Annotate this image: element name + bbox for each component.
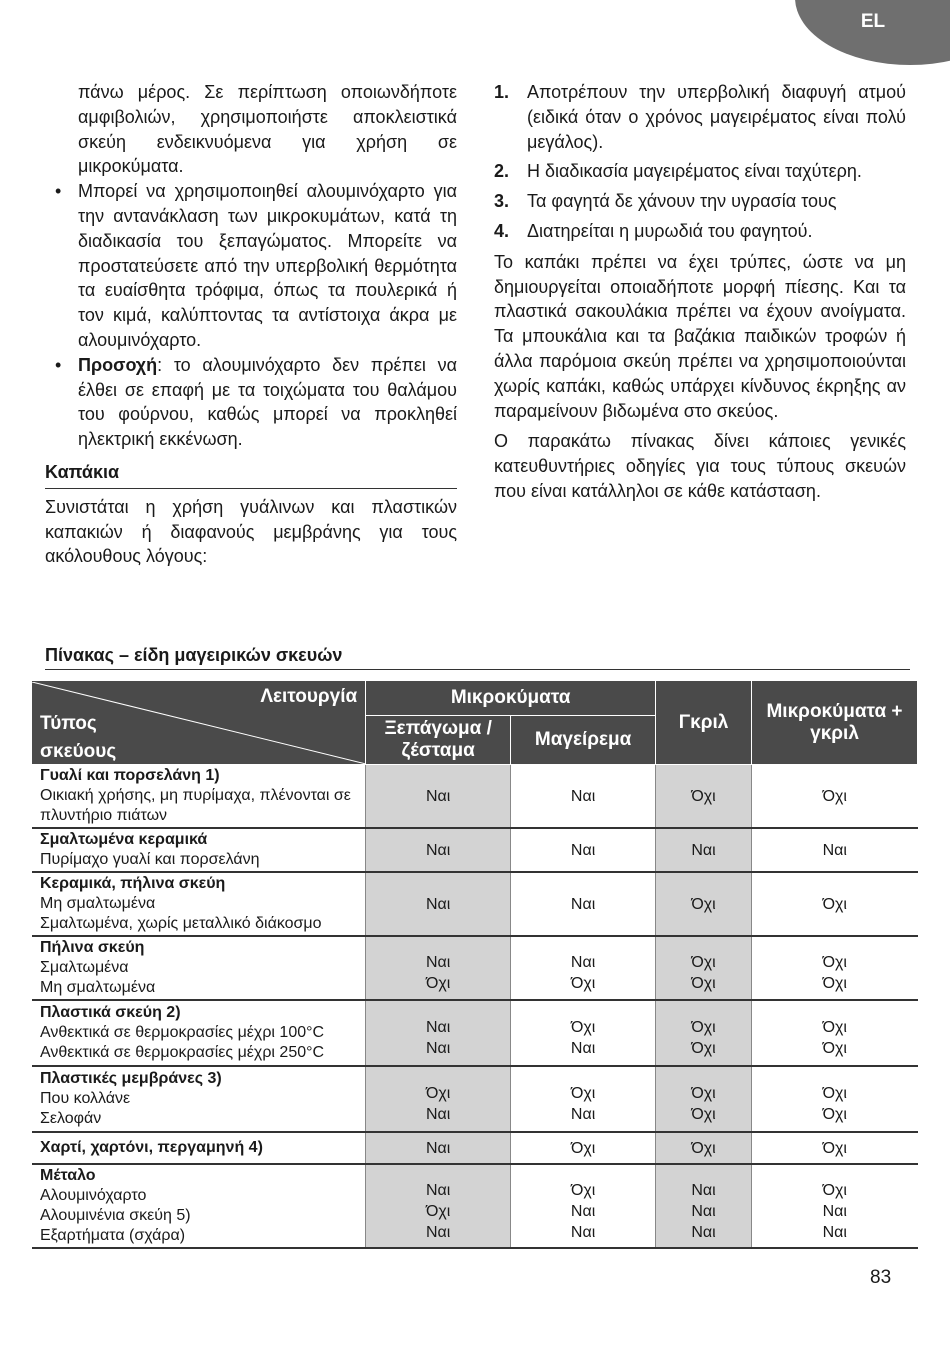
cooking-value: Ναι	[570, 1202, 596, 1220]
defrost-value: Ναι	[425, 1040, 451, 1057]
defrost-value: Όχι	[426, 975, 451, 992]
cooking-cell	[511, 1000, 656, 1066]
cooking-value: Ναι	[570, 954, 596, 971]
combo-cell	[752, 1066, 918, 1132]
grill-cell	[656, 1000, 752, 1066]
cookware-type-item: Εξαρτήματα (σχάρα)	[40, 1227, 186, 1244]
cooking-cell	[511, 936, 656, 1000]
defrost-value: Ναι	[425, 1139, 451, 1157]
defrost-cell	[366, 1164, 511, 1248]
combo-cell	[752, 1000, 918, 1066]
left-column	[45, 80, 457, 569]
combo-value: Όχι	[822, 1139, 847, 1157]
combo-value: Όχι	[822, 787, 847, 805]
combo-value: Ναι	[822, 841, 847, 859]
table-row	[32, 828, 918, 872]
defrost-cell	[366, 1066, 511, 1132]
defrost-value: Ναι	[425, 954, 451, 971]
combo-value: Ναι	[822, 1223, 847, 1241]
reason-item: 4. Διατηρείται η μυρωδιά του φαγητού.	[494, 220, 813, 241]
cooking-value: Όχι	[570, 1019, 596, 1036]
cookware-type-item: Που κολλάνε	[40, 1090, 131, 1107]
table-body	[32, 765, 918, 1249]
cooking-cell	[511, 1132, 656, 1164]
table-row	[32, 1164, 918, 1248]
defrost-value: Ναι	[425, 841, 451, 859]
cookware-type-cell	[32, 765, 366, 829]
combo-cell	[752, 1164, 918, 1248]
cookware-type-title: Κεραμικά, πήλινα σκεύη	[40, 875, 226, 892]
grill-value: Όχι	[691, 895, 716, 913]
combo-value: Όχι	[822, 1106, 847, 1123]
combo-value: Όχι	[822, 954, 847, 971]
foil-bullets	[45, 179, 457, 452]
table-intro-paragraph: Ο παρακάτω πίνακας δίνει κάποιες γενικές κατευθυντήριες οδηγίες για τους τύπους σκευών που είναι κατάλληλοι σε κάθε κατάσταση.	[494, 431, 906, 501]
cooking-value: Ναι	[570, 895, 596, 913]
grill-value: Ναι	[691, 1181, 716, 1199]
reason-item: 3. Τα φαγητά δε χάνουν την υγρασία τους	[494, 191, 837, 212]
combo-value: Όχι	[822, 1040, 847, 1057]
grill-cell	[656, 1132, 752, 1164]
defrost-cell	[366, 872, 511, 936]
grill-cell	[656, 936, 752, 1000]
cookware-type-item: Μη σμαλτωμένα	[40, 979, 156, 996]
cooking-cell	[511, 765, 656, 829]
cooking-value: Όχι	[570, 1085, 596, 1102]
reason-item: 2. Η διαδικασία μαγειρέματος είναι ταχύτερη.	[494, 161, 862, 182]
cookware-type-cell	[32, 1066, 366, 1132]
cooking-value: Όχι	[570, 1181, 596, 1199]
table-row	[32, 1000, 918, 1066]
cookware-type-title: Μέταλο	[40, 1167, 96, 1184]
cooking-value: Όχι	[570, 975, 596, 992]
cookware-type-item: Σελοφάν	[40, 1110, 102, 1127]
cookware-type-cell	[32, 872, 366, 936]
language-label: EL	[860, 11, 886, 32]
lid-reasons-list	[494, 80, 906, 244]
cookware-table	[32, 680, 918, 1249]
cooking-value: Ναι	[570, 1106, 596, 1123]
header-cooking: Μαγείρεμα	[511, 716, 656, 765]
grill-value: Όχι	[691, 1040, 716, 1057]
table-row	[32, 1066, 918, 1132]
corner-type-label: Τύπος σκεύους	[40, 712, 117, 762]
caution-label: Προσοχή	[78, 354, 158, 375]
combo-value: Όχι	[822, 975, 847, 992]
combo-cell	[752, 765, 918, 829]
combo-value: Όχι	[822, 1085, 847, 1102]
grill-cell	[656, 872, 752, 936]
header-defrost: Ξεπάγωμα / ζέσταμα	[366, 716, 511, 765]
cookware-type-item: Αλουμινένια σκεύη 5)	[40, 1207, 191, 1224]
grill-value: Όχι	[691, 1085, 716, 1102]
bullet-dot-icon: •	[55, 181, 62, 202]
grill-value: Όχι	[691, 1139, 716, 1157]
defrost-cell	[366, 936, 511, 1000]
cookware-type-cell	[32, 1164, 366, 1248]
combo-value: Ναι	[822, 1202, 847, 1220]
cookware-type-title: Χαρτί, χαρτόνι, περγαμηνή 4)	[40, 1139, 263, 1156]
grill-value: Όχι	[691, 1106, 716, 1123]
cooking-value: Ναι	[570, 787, 596, 805]
defrost-value: Ναι	[425, 895, 451, 913]
defrost-value: Ναι	[425, 1181, 451, 1199]
cookware-type-title: Πήλινα σκεύη	[40, 939, 145, 956]
defrost-value: Όχι	[426, 1085, 451, 1102]
defrost-value: Όχι	[426, 1202, 451, 1220]
combo-cell	[752, 828, 918, 872]
bullet-caution: • Προσοχή: το αλουμινόχαρτο δεν πρέπει να έλθει σε επαφή με τα τοιχώματα του θαλάμου του φούρνου, καθώς μπορεί να προκληθεί ηλεκτρική εκκένωση.	[55, 354, 457, 450]
defrost-cell	[366, 1132, 511, 1164]
lids-paragraph: Συνιστάται η χρήση γυάλινων και πλαστικών καπακιών ή διαφανούς μεμβράνης για τους ακόλουθους λόγους:	[45, 496, 457, 567]
corner-header	[32, 681, 366, 765]
combo-cell	[752, 872, 918, 936]
cookware-type-title: Γυαλί και πορσελάνη 1)	[40, 767, 220, 784]
cookware-type-item: Σμαλτωμένα, χωρίς μεταλλικό διάκοσμο	[40, 915, 322, 932]
right-column	[494, 80, 906, 504]
cookware-type-cell	[32, 828, 366, 872]
bullet-dot-icon: •	[55, 354, 62, 375]
intro-paragraph: πάνω μέρος. Σε περίπτωση οποιωνδήποτε αμφιβολιών, χρησιμοποιήστε αποκλειστικά σκεύη ενδεικνυόμενα για χρήση σε μικροκύματα.	[78, 82, 457, 177]
table-row	[32, 1132, 918, 1164]
cookware-type-item: Αλουμινόχαρτο	[40, 1187, 147, 1204]
cooking-cell	[511, 872, 656, 936]
grill-value: Ναι	[691, 1223, 716, 1241]
cooking-value: Ναι	[570, 1223, 596, 1241]
cookware-type-title: Πλαστικά σκεύη 2)	[40, 1004, 181, 1021]
grill-value: Όχι	[691, 954, 716, 971]
grill-cell	[656, 828, 752, 872]
table-row	[32, 872, 918, 936]
cookware-type-item: Πυρίμαχο γυαλί και πορσελάνη	[40, 851, 260, 868]
combo-value: Όχι	[822, 1181, 847, 1199]
grill-value: Όχι	[691, 1019, 716, 1036]
grill-cell	[656, 1066, 752, 1132]
cookware-type-cell	[32, 936, 366, 1000]
cooking-cell	[511, 828, 656, 872]
defrost-value: Ναι	[425, 1019, 451, 1036]
reason-item: 1. Αποτρέπουν την υπερβολική διαφυγή ατμού (ειδικά όταν ο χρόνος μαγειρέματος είναι πολύ μεγάλος).	[494, 82, 906, 152]
header-grill: Γκριλ	[656, 681, 752, 765]
cookware-type-title: Σμαλτωμένα κεραμικά	[40, 831, 208, 848]
cookware-type-cell	[32, 1000, 366, 1066]
cookware-type-title: Πλαστικές μεμβράνες 3)	[40, 1070, 222, 1087]
combo-value: Όχι	[822, 1019, 847, 1036]
header-microwave: Μικροκύματα	[366, 681, 656, 716]
combo-cell	[752, 936, 918, 1000]
cookware-type-item: Οικιακή χρήσης, μη πυρίμαχα, πλένονται σε πλυντήριο πιάτων	[40, 787, 351, 824]
lid-holes-paragraph: Το καπάκι πρέπει να έχει τρύπες, ώστε να μη δημιουργείται οποιαδήποτε μορφή πίεσης. Και τα πλαστικά σακουλάκια πρέπει να έχουν ανοίγματα. Τα μπουκάλια και τα βαζάκια παιδικών τροφών ή άλλα παρόμοια σκεύη πρέπει να χρησιμοποιούνται χωρίς καπάκι, καθώς υπάρχει κίνδυνος έκρηξης αν παραμείνουν βιδωμένα στο σκεύος.	[494, 251, 906, 421]
combo-cell	[752, 1132, 918, 1164]
corner-function-label: Λειτουργία	[260, 685, 358, 707]
cooking-value: Όχι	[570, 1139, 596, 1157]
grill-value: Όχι	[691, 787, 716, 805]
table-row	[32, 936, 918, 1000]
cooking-cell	[511, 1066, 656, 1132]
cookware-type-cell	[32, 1132, 366, 1164]
lids-heading: Καπάκια	[45, 460, 457, 489]
cookware-type-item: Μη σμαλτωμένα	[40, 895, 156, 912]
defrost-value: Ναι	[425, 787, 451, 805]
cooking-value: Ναι	[570, 841, 596, 859]
cooking-cell	[511, 1164, 656, 1248]
defrost-cell	[366, 1000, 511, 1066]
cookware-type-item: Ανθεκτικά σε θερμοκρασίες μέχρι 250°C	[40, 1044, 325, 1061]
grill-value: Όχι	[691, 975, 716, 992]
table-title: Πίνακας – είδη μαγειρικών σκευών	[45, 645, 910, 670]
grill-value: Ναι	[691, 841, 716, 859]
defrost-cell	[366, 828, 511, 872]
cookware-type-item: Σμαλτωμένα	[40, 959, 129, 976]
bullet-foil-use: • Μπορεί να χρησιμοποιηθεί αλουμινόχαρτο για την αντανάκλαση των μικροκυμάτων, κατά τη διαδικασία του ξεπαγώματος. Μπορείτε να προστατεύσετε από την υπερβολική θερμότητα τα ευαίσθητα τρόφιμα, όπως τα πουλερικά ή τον κιμά, καλύπτοντας τα αντίστοιχα άκρα με αλουμινόχαρτο.	[55, 181, 457, 350]
page-number: 83	[870, 1267, 892, 1288]
grill-value: Ναι	[691, 1202, 716, 1220]
defrost-cell	[366, 765, 511, 829]
combo-value: Όχι	[822, 895, 847, 913]
grill-cell	[656, 765, 752, 829]
header-combo: Μικροκύματα + γκριλ	[752, 681, 918, 765]
table-row	[32, 765, 918, 829]
cooking-value: Ναι	[570, 1040, 596, 1057]
grill-cell	[656, 1164, 752, 1248]
defrost-value: Ναι	[425, 1106, 451, 1123]
cookware-type-item: Ανθεκτικά σε θερμοκρασίες μέχρι 100°C	[40, 1024, 325, 1041]
defrost-value: Ναι	[425, 1223, 451, 1241]
